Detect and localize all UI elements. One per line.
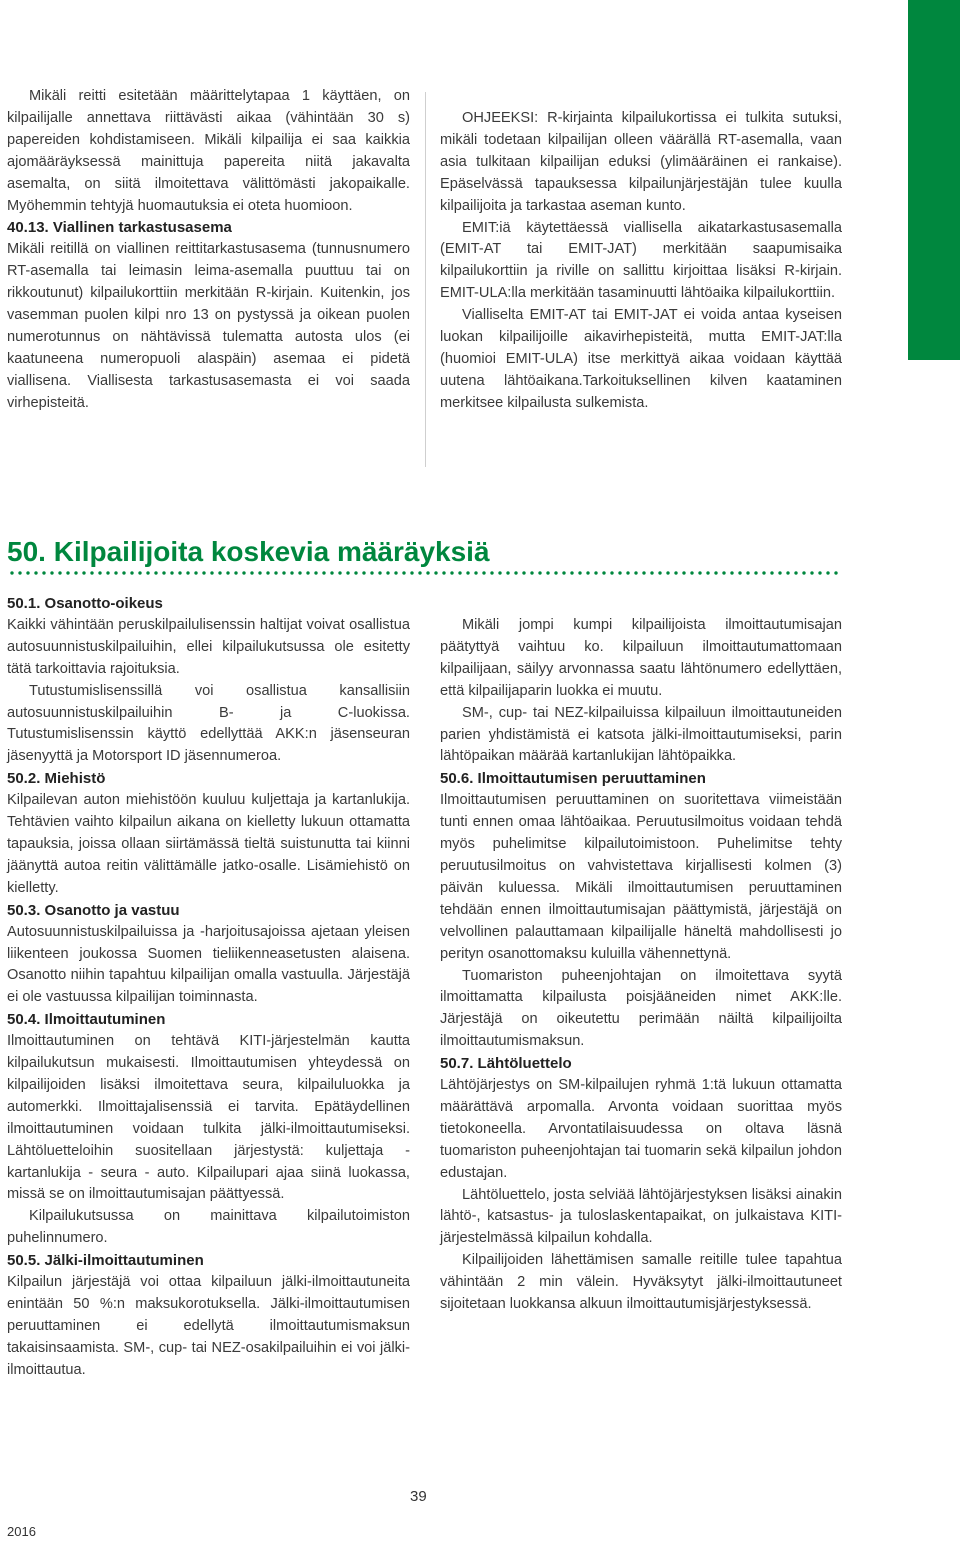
ohjeeksi-paragraph: OHJEEKSI: R-kirjainta kilpailukortissa ei tulkita sutuksi, mikäli todetaan kilpailijan olleen väärällä RT-asemalla, vaan asia tulkitaan kilpailijan eduksi (ylimääräinen ei rankaise). Epäselvässä tapauksessa kilpailunjärjestäjän tulee kuulla kilpailijoita ja tarkastaa aseman kunto.	[440, 110, 842, 214]
chapter-title-text: Kilpailijoita koskevia määräyksiä	[53, 536, 490, 567]
s507-paragraph: Kilpailijoiden lähettämisen samalle reitille tulee tapahtua vähintään 2 min välein. Hyväksytyt jälki-ilmoittautuneet sijoitetaan luokkansa alkuun ilmoittautumisjärjestyksessä.	[440, 1252, 842, 1313]
section-heading-507	[440, 1053, 842, 1075]
s503-paragraph: Autosuunnistuskilpailuissa ja -harjoitusajoissa ajetaan yleisen liikenteen joukossa Suomen tieliikenneasetusten alaisena. Osanotto niihin tapahtuu kilpailijan omalla vastuulla. Järjestäjä ei ole vastuussa kilpailijan toiminnasta.	[7, 923, 410, 1006]
s505-paragraph: Kilpailun järjestäjä voi ottaa kilpailuun jälki-ilmoittautuneita enintään 50 %:n maksukorotuksella. Jälki-ilmoittautumisen peruuttaminen ei edellytä ilmoittautumismaksun takaisinsaamista. SM-, cup- tai NEZ-osakilpailuihin ei voi jälki-ilmoittautua.	[7, 1274, 410, 1378]
section-number: 50.7.	[440, 1055, 474, 1073]
column-divider	[425, 92, 426, 467]
s501-paragraph: Kaikki vähintään peruskilpailulisenssin haltijat voivat osallistua autosuunnistuskilpailuihin, ellei kilpailukutsussa ole esitetty tätä tarkoittavia rajoituksia.	[7, 616, 410, 677]
footer-year: 2016	[7, 1524, 36, 1539]
section-number: 50.4.	[7, 1011, 41, 1029]
section-title: Miehistö	[44, 770, 106, 788]
chapter-number: 50.	[7, 536, 46, 567]
section-title: Ilmoittautuminen	[44, 1011, 166, 1029]
section-heading-503	[7, 900, 410, 922]
emit-paragraph: EMIT:iä käytettäessä viallisella aikatarkastusasemalla (EMIT-AT tai EMIT-JAT) merkitään saapumisaika kilpailukorttiin ja riville on sallittu kirjoittaa lisäksi R-kirjain. EMIT-ULA:lla merkitään tasaminuutti lähtöaika kilpailukorttiin.	[440, 219, 842, 302]
s502-paragraph: Kilpailevan auton miehistöön kuuluu kuljettaja ja kartanlukija. Tehtävien vaihto kilpailun aikana on kielletty lukuun ottamatta tapauksia, joissa ollaan siirtämässä tieltä suistunutta tai kiinni jäänyttä autoa reitin välittämälle jatko-osalle. Lisämiehistö on kielletty.	[7, 792, 410, 896]
section-heading-505	[7, 1250, 410, 1272]
top-left-column	[7, 86, 410, 415]
s506-paragraph: Tuomariston puheenjohtajan on ilmoitettava syytä ilmoittamatta kilpailusta poisjääneiden nimet AKK:lle. Järjestäjä on oikeutettu perimään näiltä kilpailijoilta ilmoittautumismaksun.	[440, 967, 842, 1050]
section-title: Osanotto-oikeus	[44, 595, 163, 612]
section-4013-body-left: Mikäli reitillä on viallinen reittitarkastusasema (tunnusnumero RT-asemalla tai leimasin leima-asemalla puuttuu tai on rikkoutunut) kilpailukorttiin merkitään R-kirjain. Kuitenkin, jos vasemman puolen kilpi nro 13 on pystyssä ja oikean puolen numerotunnus on nähtävissä tulematta autosta ulos (ei kaatuneena numeropuoli alaspäin) asemaa ei pidetä viallisena. Viallisesta tarkastusasemasta ei voi saada virhepisteitä.	[7, 241, 410, 411]
section-heading-504	[7, 1009, 410, 1031]
section-heading-502	[7, 768, 410, 790]
s505-paragraph: Mikäli jompi kumpi kilpailijoista ilmoittautumisajan päätyttyä vaihtuu ko. kilpailuun ilmoittautumattomaan kilpailijaan, säilyy arvonnassa saatu lähtönumero edellyttäen, että kilpailijaparin luokka ei muutu.	[440, 617, 842, 699]
section-heading-501	[7, 593, 410, 615]
s504-paragraph: Kilpailukutsussa on mainittava kilpailutoimiston puhelinnumero.	[7, 1208, 410, 1247]
intro-paragraph: Mikäli reitti esitetään määrittelytapaa 1 käyttäen, on kilpailijalle annettava riittävästi aikaa (vähintään 30 s) papereiden kohdistamiseen. Mikäli kilpailija ei saa kaikkia ajomääräyksessä mainittuja papereita niitä jakavalta asemalta, on siitä ilmoitettava välittömästi jakopaikalle. Myöhemmin tehtyjä huomautuksia ei oteta huomioon.	[7, 88, 410, 214]
s507-paragraph: Lähtöjärjestys on SM-kilpailujen ryhmä 1:tä lukuun ottamatta määrättävä arpomalla. Arvonta voidaan suorittaa myös tietokoneella. Arvontatilaisuudessa on oltava läsnä tuomariston puheenjohtajan tai tuomarin sekä kilpailun johdon edustajan.	[440, 1077, 842, 1181]
chapter-title	[7, 534, 490, 570]
dotted-rule	[8, 569, 840, 577]
green-margin-tab	[908, 0, 960, 360]
section-number: 50.5.	[7, 1252, 41, 1270]
section-number: 50.6.	[440, 770, 474, 788]
section-title: Viallinen tarkastusasema	[52, 219, 232, 237]
section-number: 40.13.	[7, 219, 49, 237]
s506-paragraph: Ilmoittautumisen peruuttaminen on suoritettava viimeistään tunti ennen omaa lähtöaikaa. Peruutusilmoitus voidaan tehdä myös puhelimitse kilpailutoimistoon. Puhelimitse tehty peruutusilmoitus on vahvistettava kirjallisesti kolmen (3) päivän kuluessa. Mikäli ilmoittautumisen peruuttaminen tehdään ennen ilmoittautumisajan päättymistä, järjestäjä on velvollinen palauttamaan kilpailijalle häneltä mahdollisesti jo perityn osanottomaksu kuluilla vähennettynä.	[440, 792, 842, 962]
bottom-left-column	[7, 593, 410, 1382]
section-title: Lähtöluettelo	[477, 1055, 572, 1073]
s505-paragraph: SM-, cup- tai NEZ-kilpailuissa kilpailuun ilmoittautuneiden parien yhdistämistä ei katsota jälki-ilmoittautumiseksi, parin lähtöpaikan määrää kartanlukijan lähtöpaikka.	[440, 704, 842, 765]
s507-paragraph: Lähtöluettelo, josta selviää lähtöjärjestyksen lisäksi ainakin lähtö-, katsastus- ja tuloslaskentapaikat, on julkaistava KITI-järjestelmässä kilpailun kohdalla.	[440, 1186, 842, 1247]
page-number: 39	[410, 1488, 427, 1505]
section-title: Osanotto ja vastuu	[44, 901, 180, 919]
section-number: 50.1.	[7, 595, 41, 612]
section-number: 50.3.	[7, 901, 41, 919]
section-heading-4013	[7, 217, 410, 239]
section-heading-506	[440, 768, 842, 790]
s504-paragraph: Ilmoittautuminen on tehtävä KITI-järjestelmän kautta kilpailukutsun mukaisesti. Ilmoittautumisen yhteydessä on kilpailijoiden lisäksi ilmoitettava seura, kilpailuluokka ja automerkki. Ilmoittajalisenssiä ei tarvita. Epätäydellinen ilmoittautuminen voidaan tulkita jälki-ilmoittautumiseksi. Lähtöluetteloihin suositellaan järjestystä: kuljettaja - kartanlukija - seura - auto. Kilpailupari ajaa siinä luokassa, missä se on ilmoittautumisajan päättyessä.	[7, 1033, 410, 1203]
bottom-right-column	[440, 615, 842, 1316]
section-title: Ilmoittautumisen peruuttaminen	[477, 770, 706, 788]
s501-paragraph: Tutustumislisenssillä voi osallistua kansallisiin autosuunnistuskilpailuihin B- ja C-luokissa. Tutustumislisenssin käyttö edellyttää AKK:n jäsenseuran jäsenyyttä ja Motorsport ID jäsennumeroa.	[7, 682, 410, 765]
emit-jat-paragraph: Vialliselta EMIT-AT tai EMIT-JAT ei voida antaa kyseisen luokan kilpailijoille aikavirhepisteitä, mutta EMIT-JAT:lla (huomioi EMIT-ULA) itse merkittyä aikaa voidaan käyttää uutena lähtöaikana.Tarkoituksellinen kilven kaataminen merkitsee kilpailusta sulkemista.	[440, 307, 842, 411]
section-title: Jälki-ilmoittautuminen	[44, 1252, 204, 1270]
top-right-column	[440, 108, 842, 415]
section-number: 50.2.	[7, 770, 41, 788]
